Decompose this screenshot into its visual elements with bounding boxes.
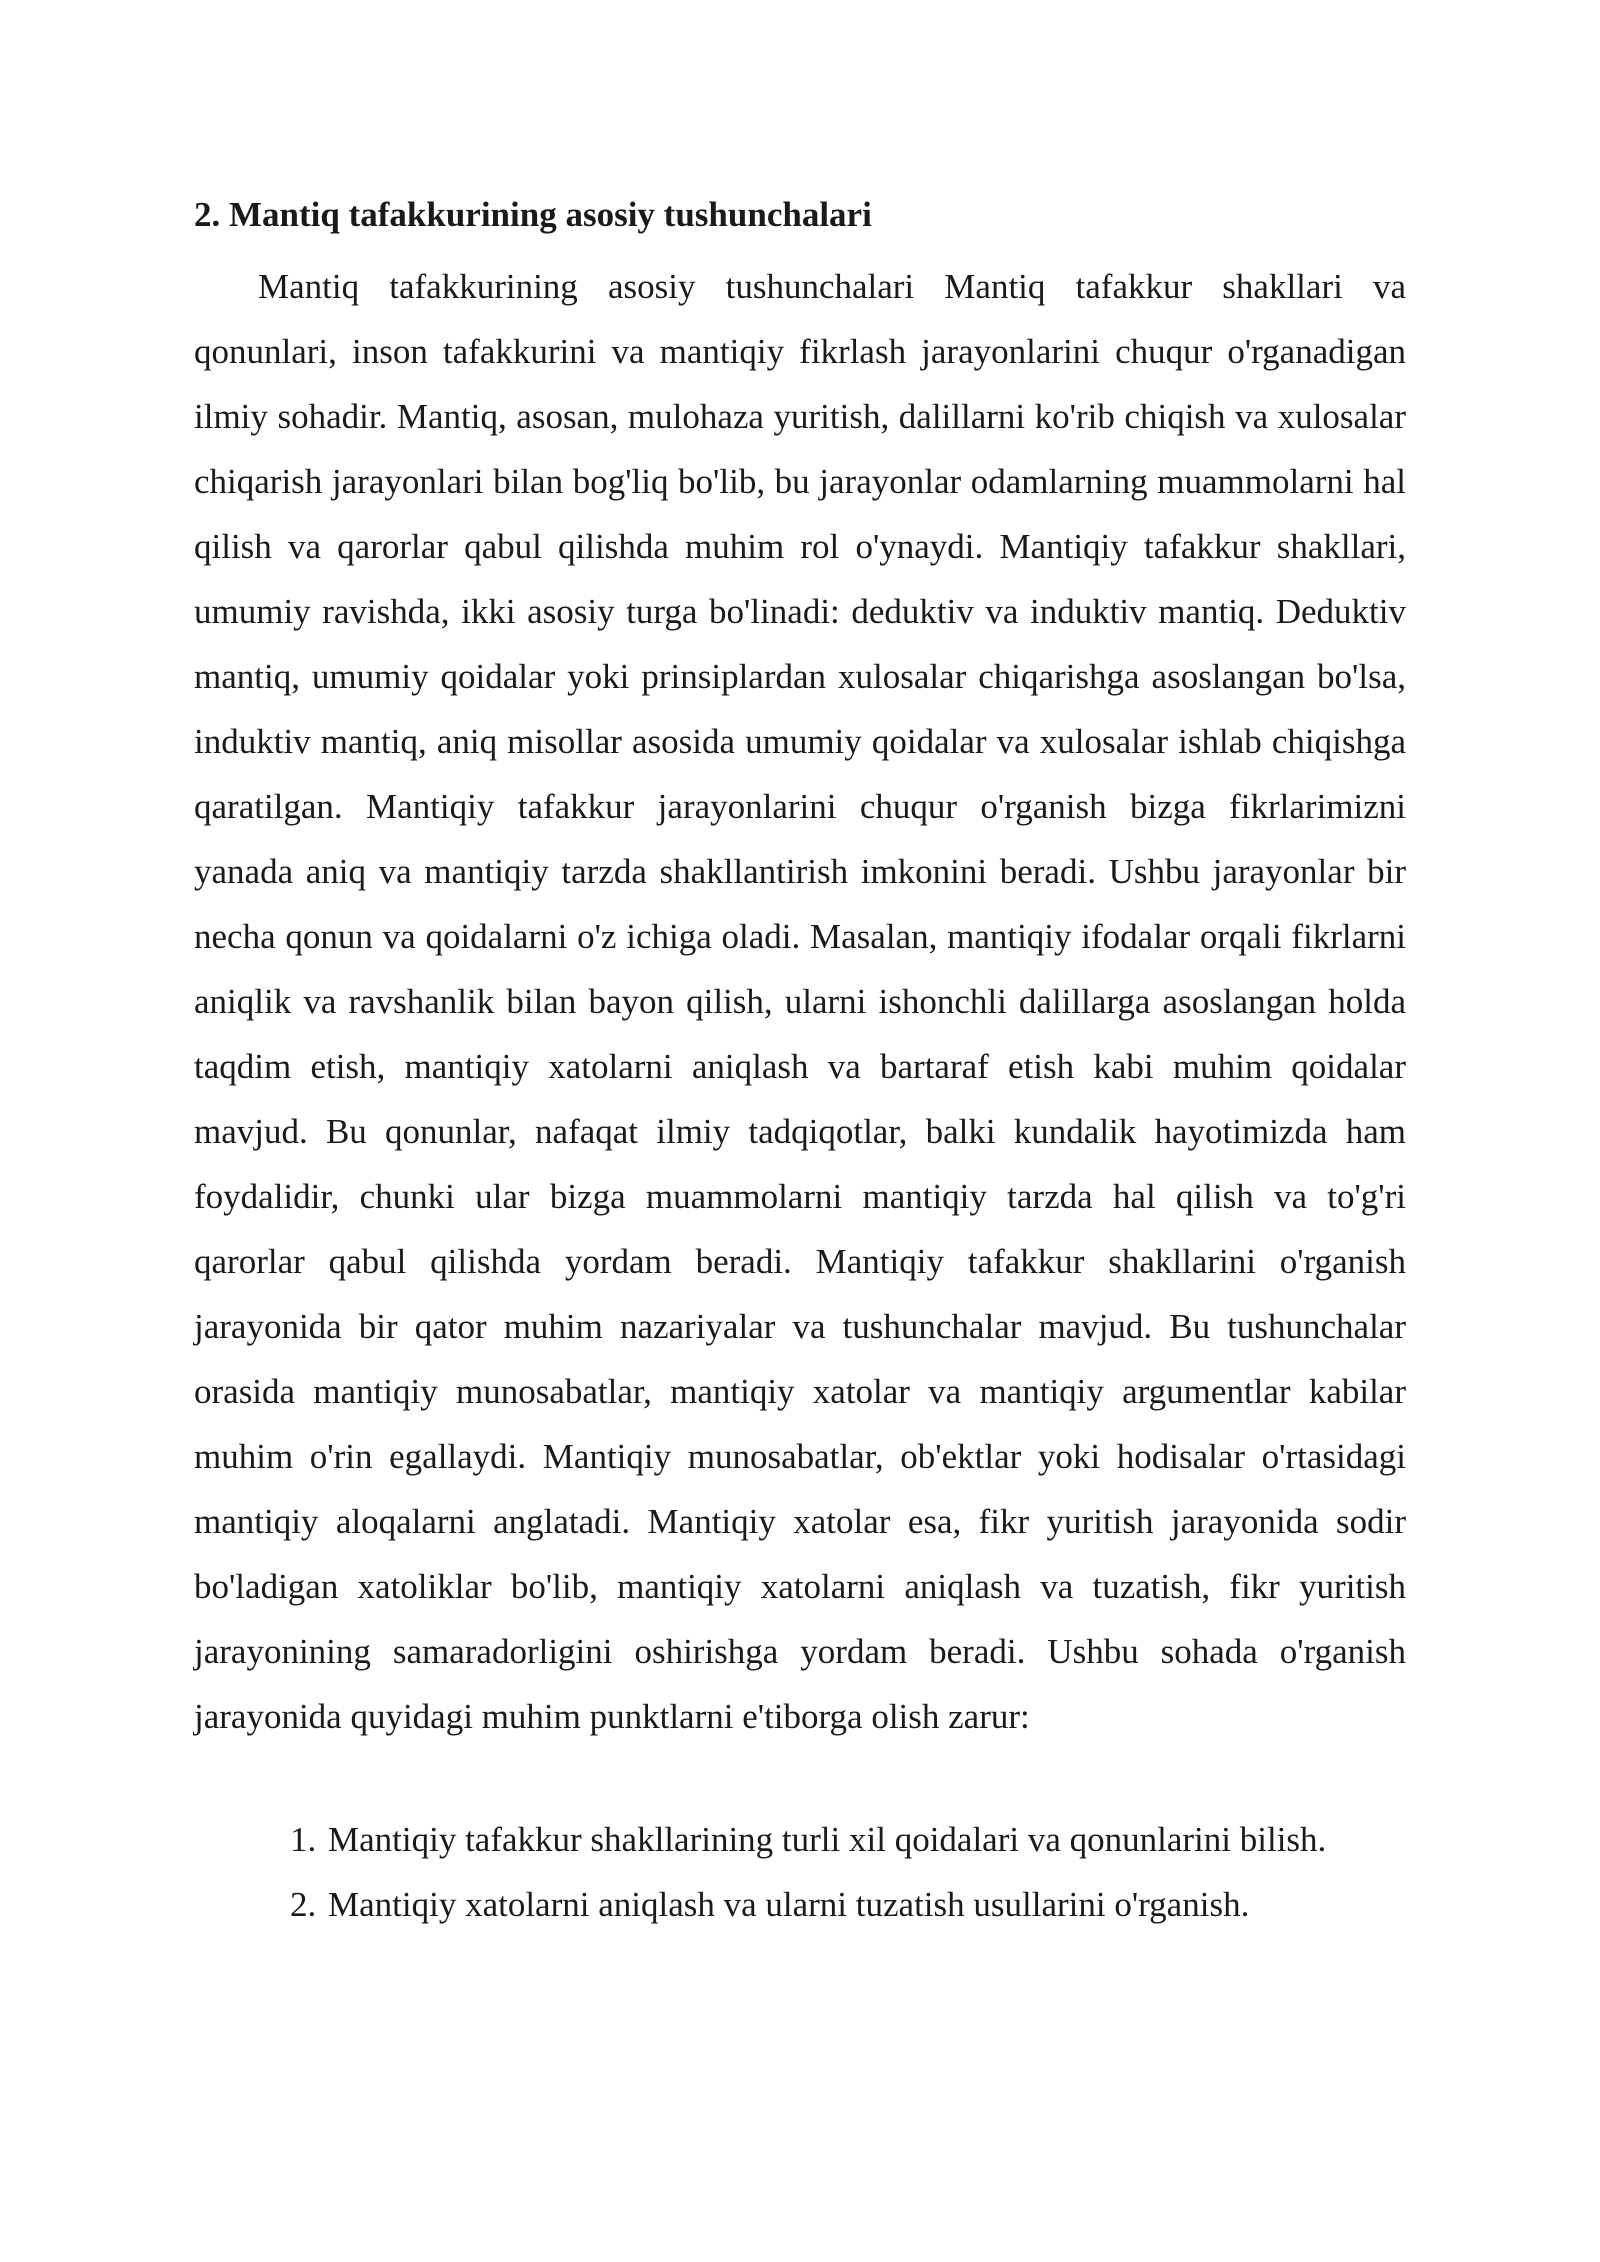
- body-paragraph: Mantiq tafakkurining asosiy tushunchalari Mantiq tafakkur shakllari va qonunlari, inson tafakkurini va mantiqiy fikrlash jarayonlarini chuqur o'rganadigan ilmiy sohadir. Mantiq, asosan, mulohaza yuritish, dalillarni ko'rib chiqish va xulosalar chiqarish jarayonlari bilan bog'liq bo'lib, bu jarayonlar odamlarning muammolarni hal qilish va qarorlar qabul qilishda muhim rol o'ynaydi. Mantiqiy tafakkur shakllari, umumiy ravishda, ikki asosiy turga bo'linadi: deduktiv va induktiv mantiq. Deduktiv mantiq, umumiy qoidalar yoki prinsiplardan xulosalar chiqarishga asoslangan bo'lsa, induktiv mantiq, aniq misollar asosida umumiy qoidalar va xulosalar ishlab chiqishga qaratilgan. Mantiqiy tafakkur jarayonlarini chuqur o'rganish bizga fikrlarimizni yanada aniq va mantiqiy tarzda shakllantirish imkonini beradi. Ushbu jarayonlar bir necha qonun va qoidalarni o'z ichiga oladi. Masalan, mantiqiy ifodalar orqali fikrlarni aniqlik va ravshanlik bilan bayon qilish, ularni ishonchli dalillarga asoslangan holda taqdim etish, mantiqiy xatolarni aniqlash va bartaraf etish kabi muhim qoidalar mavjud. Bu qonunlar, nafaqat ilmiy tadqiqotlar, balki kundalik hayotimizda ham foydalidir, chunki ular bizga muammolarni mantiqiy tarzda hal qilish va to'g'ri qarorlar qabul qilishda yordam beradi. Mantiqiy tafakkur shakllarini o'rganish jarayonida bir qator muhim nazariyalar va tushunchalar mavjud. Bu tushunchalar orasida mantiqiy munosabatlar, mantiqiy xatolar va mantiqiy argumentlar kabilar muhim o'rin egallaydi. Mantiqiy munosabatlar, ob'ektlar yoki hodisalar o'rtasidagi mantiqiy aloqalarni anglatadi. Mantiqiy xatolar esa, fikr yuritish jarayonida sodir bo'ladigan xatoliklar bo'lib, mantiqiy xatolarni aniqlash va tuzatish, fikr yuritish jarayonining samaradorligini oshirishga yordam beradi. Ushbu sohada o'rganish jarayonida quyidagi muhim punktlarni e'tiborga olish zarur:: [194, 267, 1406, 1736]
- list-item-text: Mantiqiy tafakkur shakllarining turli xil qoidalari va qonunlarini bilish.: [328, 1820, 1327, 1859]
- section-heading: 2. Mantiq tafakkurining asosiy tushunchalari: [194, 195, 872, 234]
- document-content: [194, 190, 1406, 1937]
- numbered-list: [194, 1807, 1406, 1937]
- list-item-text: Mantiqiy xatolarni aniqlash va ularni tuzatish usullarini o'rganish.: [328, 1885, 1250, 1924]
- list-item: [290, 1872, 1406, 1937]
- list-item: [290, 1807, 1406, 1872]
- list-item-number: 2.: [290, 1885, 317, 1924]
- list-item-number: 1.: [290, 1820, 317, 1859]
